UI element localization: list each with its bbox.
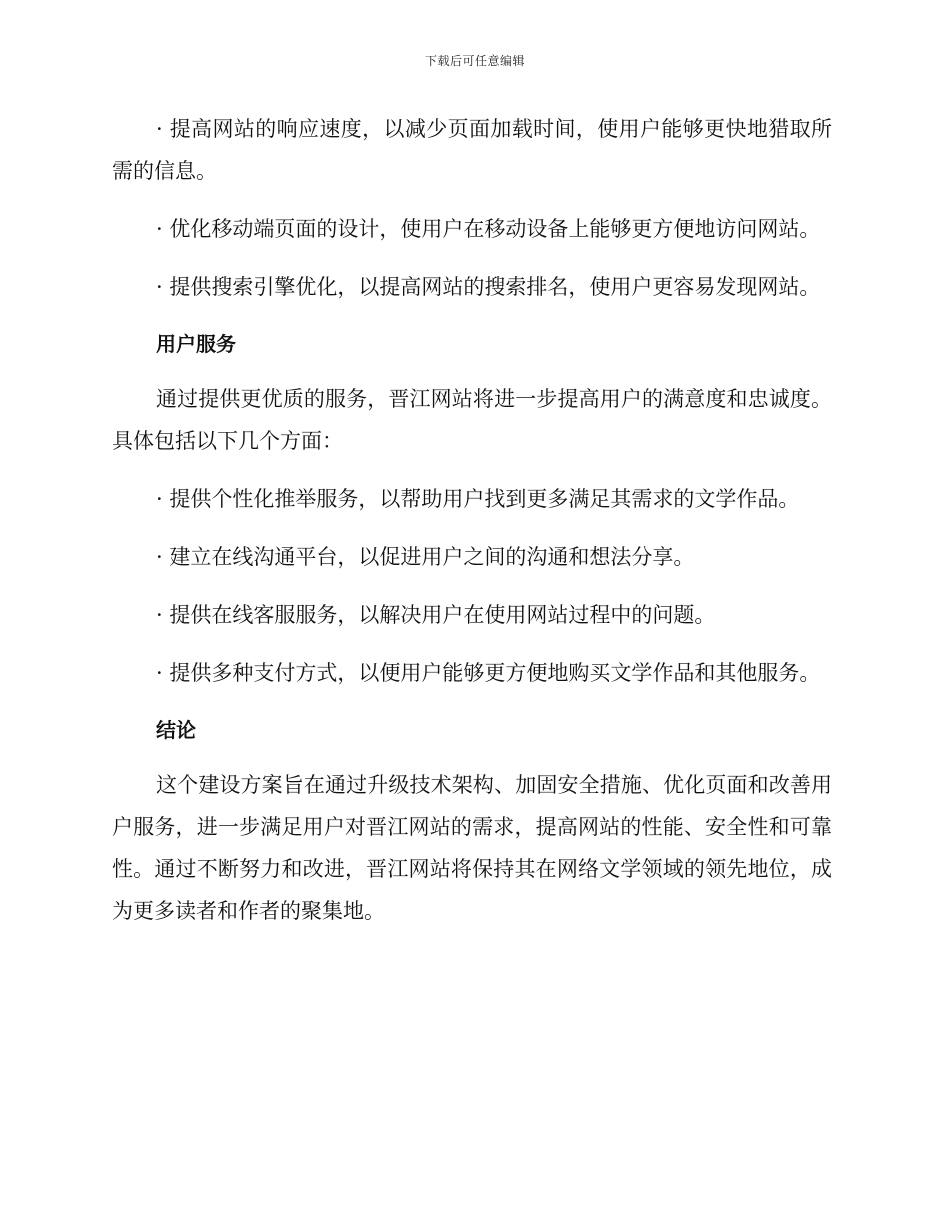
section-heading-conclusion: 结论 xyxy=(156,718,196,742)
paragraph: 这个建设方案旨在通过升级技术架构、加固安全措施、优化页面和改善用户服务，进一步满足用户对晋江网站的需求，提高网站的性能、安全性和可靠性。通过不断努力和改进，晋江网站将保持其在网络文学领域的领先地位，成为更多读者和作者的聚集地。 xyxy=(112,773,832,923)
bullet-item: · 优化移动端页面的设计，使用户在移动设备上能够更方便地访问网站。 xyxy=(156,217,821,241)
bullet-item: · 建立在线沟通平台，以促进用户之间的沟通和想法分享。 xyxy=(156,545,695,569)
paragraph: 通过提供更优质的服务，晋江网站将进一步提高用户的满意度和忠诚度。具体包括以下几个方面： xyxy=(112,387,832,453)
bullet-item: · 提供多种支付方式，以便用户能够更方便地购买文学作品和其他服务。 xyxy=(156,661,821,685)
bullet-item: · 提供个性化推举服务，以帮助用户找到更多满足其需求的文学作品。 xyxy=(156,487,800,511)
page-header: 下载后可任意编辑 xyxy=(424,54,525,68)
bullet-item: · 提供在线客服服务，以解决用户在使用网站过程中的问题。 xyxy=(156,603,716,627)
bullet-item: · 提供搜索引擎优化，以提高网站的搜索排名，使用户更容易发现网站。 xyxy=(156,275,821,299)
section-heading-user-service: 用户服务 xyxy=(156,332,236,356)
bullet-item: · 提高网站的响应速度，以减少页面加载时间，使用户能够更快地猎取所需的信息。 xyxy=(112,117,832,183)
document-body xyxy=(112,108,832,948)
